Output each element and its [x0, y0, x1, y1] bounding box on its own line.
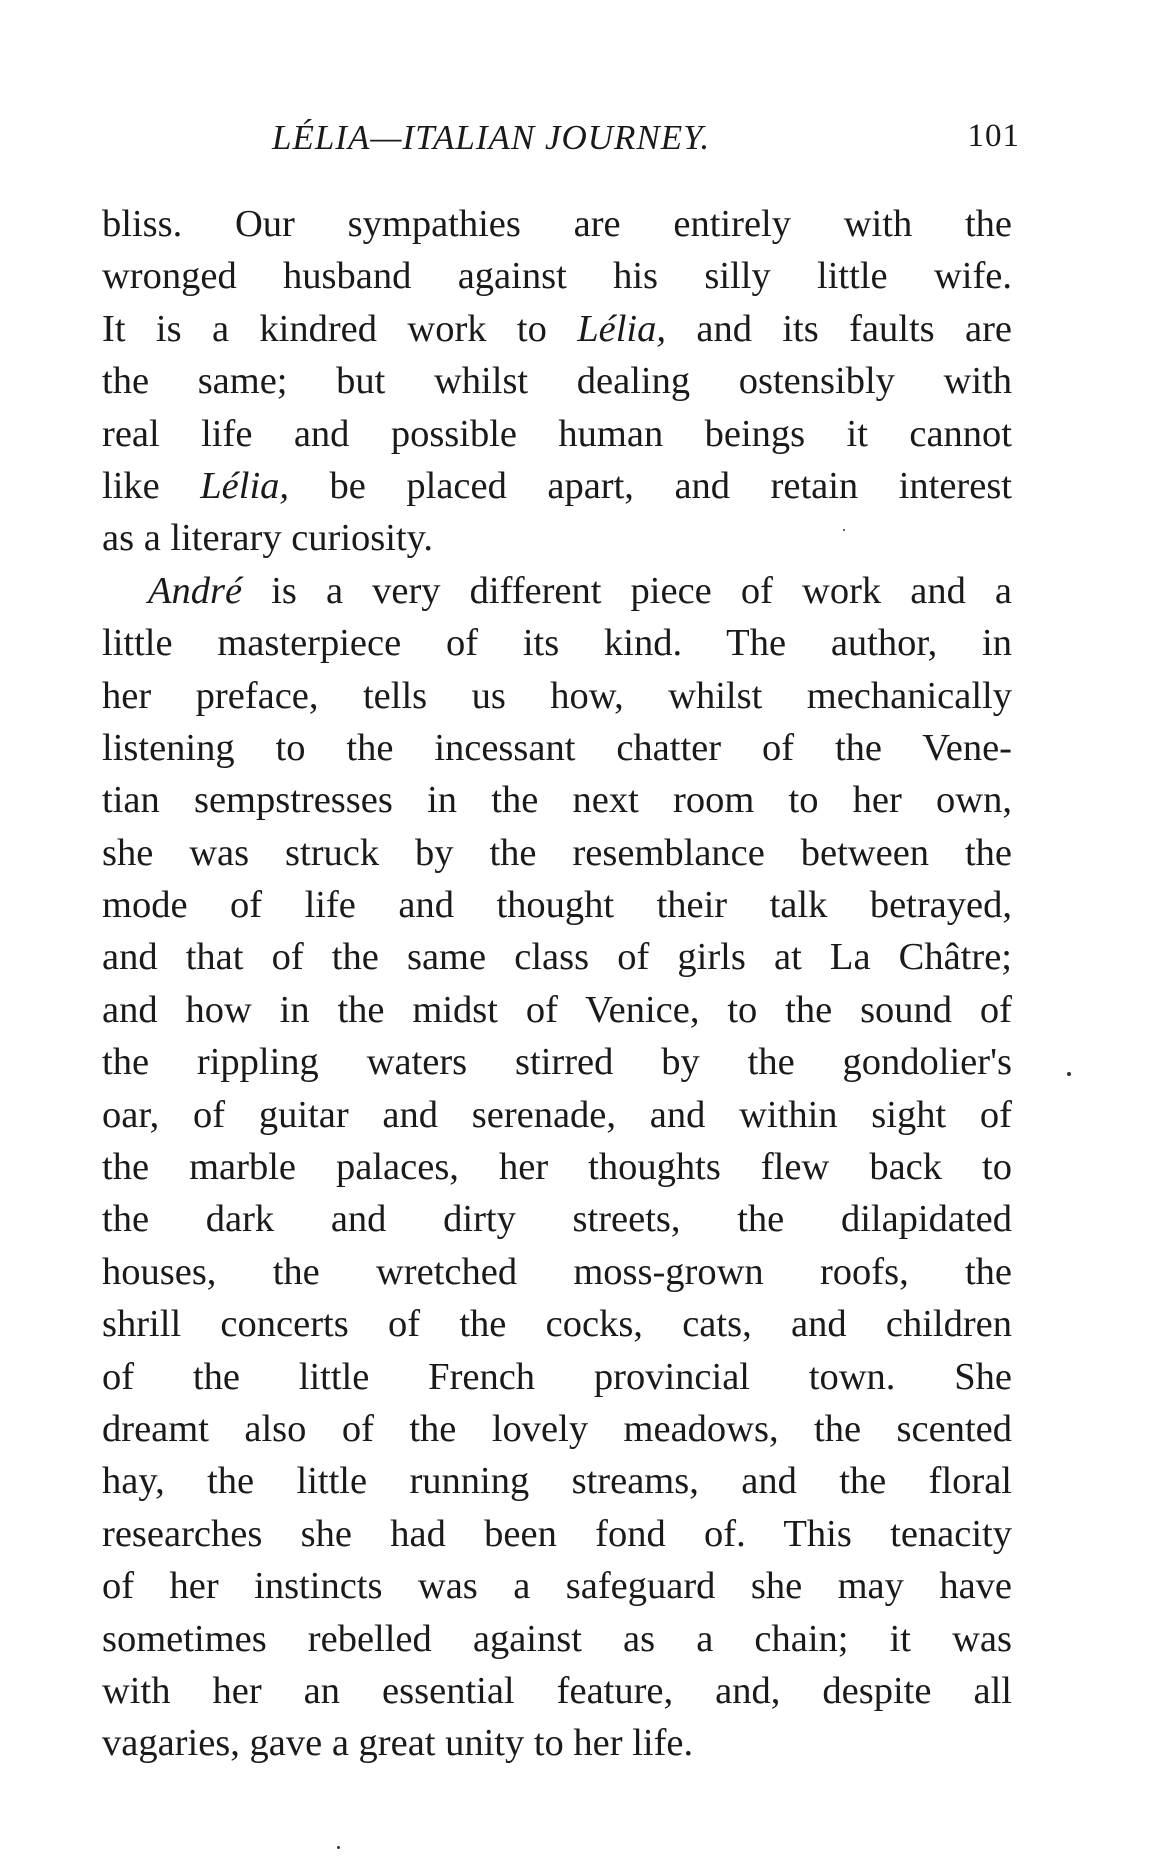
print-speck [1067, 1072, 1071, 1076]
italic-title-lelia: Lélia, [200, 464, 290, 507]
text-line: houses, the wretched moss-grown roofs, the [102, 1250, 1012, 1293]
page-number: 101 [967, 118, 1020, 154]
text-line: sometimes rebelled against as a chain; it was [102, 1617, 1012, 1660]
text-line: and that of the same class of girls at La Châtre; [102, 936, 1012, 979]
text-line: vagaries, gave a great unity to her life. [102, 1722, 694, 1765]
print-speck [337, 1846, 340, 1849]
text-line: bliss. Our sympathies are entirely with the [102, 203, 1012, 245]
text-line: tian sempstresses in the next room to her own, [102, 779, 1012, 822]
text-line: hay, the little running streams, and the floral [102, 1460, 1012, 1503]
text-line: real life and possible human beings it cannot [102, 412, 1012, 455]
text-line: of her instincts was a safeguard she may have [102, 1565, 1012, 1608]
text-line: with her an essential feature, and, despite all [102, 1669, 1012, 1712]
text-line: she was struck by the resemblance between the [102, 831, 1012, 874]
text-line: It is a kindred work to Lélia, and its faults are [102, 307, 1012, 350]
text-line: the dark and dirty streets, the dilapidated [102, 1198, 1012, 1241]
text-line: of the little French provincial town. She [102, 1355, 1012, 1398]
running-title: LÉLIA—ITALIAN JOURNEY. [272, 118, 711, 157]
print-speck [843, 529, 845, 531]
text-line: oar, of guitar and serenade, and within sight of [102, 1093, 1012, 1136]
text-line: mode of life and thought their talk betrayed, [102, 884, 1012, 927]
text-line: the same; but whilst dealing ostensibly with [102, 360, 1012, 403]
text-line: little masterpiece of its kind. The author, in [102, 622, 1012, 665]
text-line: and how in the midst of Venice, to the sound of [102, 988, 1012, 1031]
text-line: researches she had been fond of. This tenacity [102, 1512, 1012, 1555]
text-line: as a literary curiosity. [102, 517, 434, 560]
text-line: the marble palaces, her thoughts flew back to [102, 1146, 1012, 1189]
text-line: shrill concerts of the cocks, cats, and children [102, 1303, 1012, 1346]
italic-title-lelia: Lélia, [577, 307, 666, 350]
text-line: her preface, tells us how, whilst mechanically [102, 674, 1012, 717]
text-line: dreamt also of the lovely meadows, the scented [102, 1407, 1012, 1450]
text-line: like Lélia, be placed apart, and retain interest [102, 464, 1013, 507]
text-line: André is a very different piece of work and a [148, 569, 1012, 612]
text-line: wronged husband against his silly little wife. [102, 255, 1012, 298]
body-text [102, 198, 1012, 1770]
italic-title-andre: André [148, 569, 243, 612]
text-line: listening to the incessant chatter of the Vene- [102, 726, 1012, 769]
running-head [100, 118, 1020, 168]
text-line: the rippling waters stirred by the gondolier's [102, 1041, 1012, 1084]
